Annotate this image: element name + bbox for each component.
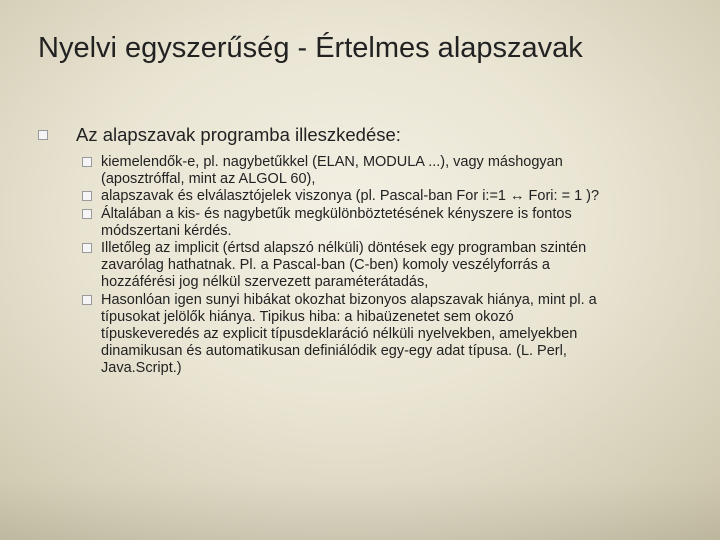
checkbox-bullet-icon	[82, 157, 92, 167]
sub-bullet-list	[82, 154, 612, 378]
sub-bullet-text: Általában a kis- és nagybetűk megkülönböztetésének kényszere is fontos módszertani kérdés.	[101, 205, 572, 239]
checkbox-bullet-icon	[82, 209, 92, 219]
main-bullet-text: Az alapszavak programba illeszkedése:	[76, 124, 401, 145]
checkbox-bullet-icon	[38, 130, 48, 140]
bottom-shade	[0, 480, 720, 540]
sub-bullet-text: kiemelendők-e, pl. nagybetűkkel (ELAN, MODULA ...), vagy máshogyan (aposztróffal, mint az ALGOL 60),	[101, 154, 563, 188]
sub-bullet-item	[82, 188, 612, 205]
sub-bullet-item	[82, 206, 612, 240]
checkbox-bullet-icon	[82, 191, 92, 201]
sub-bullet-item	[82, 154, 612, 188]
sub-bullet-text: alapszavak és elválasztójelek viszonya (pl. Pascal-ban For i:=1 ↔ Fori: = 1 )?	[101, 188, 600, 205]
sub-bullet-text: Illetőleg az implicit (értsd alapszó nélküli) döntések egy programban szintén zavarólag hathatnak. Pl. a Pascal-ban (C-ben) komoly veszélyforrás a hozzáférési jog nélkül szervezett paraméterátadás,	[101, 240, 587, 291]
sub-bullet-item	[82, 240, 612, 292]
sub-bullet-item	[82, 292, 612, 378]
checkbox-bullet-icon	[82, 295, 92, 305]
sub-bullet-text: Hasonlóan igen sunyi hibákat okozhat bizonyos alapszavak hiánya, mint pl. a típusokat jelölők hiánya. Tipikus hiba: a hibaüzenetet sem okozó típuskeveredés az explicit típusdeklaráció nélküli nyelvekben, amelyekben dinamikusan és automatikusan definiálódik egy-egy adat típusa. (L. Perl, Java.Script.)	[101, 291, 597, 377]
checkbox-bullet-icon	[82, 243, 92, 253]
slide-title: Nyelvi egyszerűség - Értelmes alapszavak	[38, 32, 583, 64]
